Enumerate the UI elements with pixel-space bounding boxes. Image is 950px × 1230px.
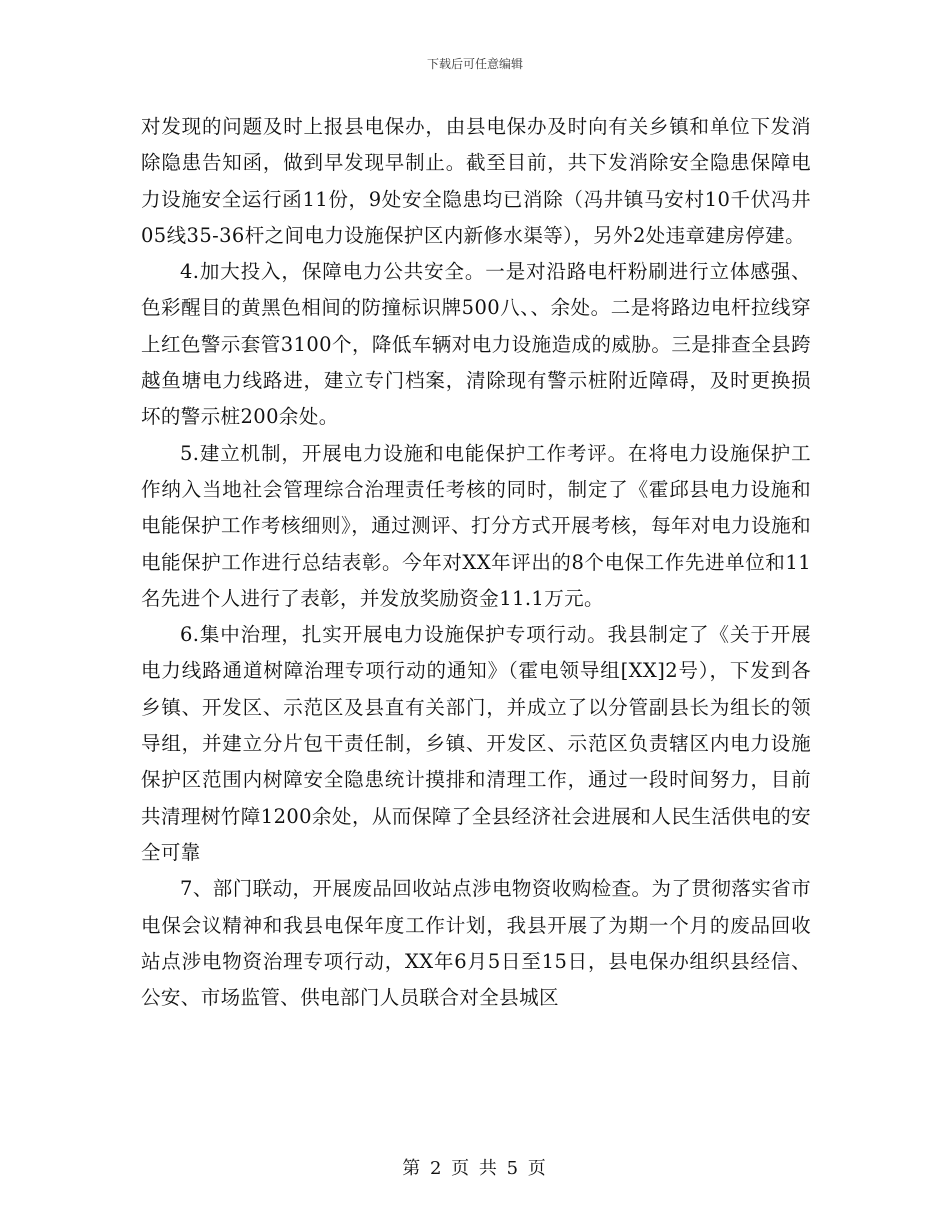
paragraph-1: 对发现的问题及时上报县电保办，由县电保办及时向有关乡镇和单位下发消除隐患告知函，做到早发现早制止。截至目前，共下发消除安全隐患保障电力设施安全运行函11份，9处安全隐患均已消除（冯井镇马安村10千伏冯井05线35-36杆之间电力设施保护区内新修水渠等），另外2处违章建房停建。 [141, 115, 811, 247]
document-body [141, 109, 811, 1016]
paragraph-4: 6.集中治理，扎实开展电力设施保护专项行动。我县制定了《关于开展电力线路通道树障治理专项行动的通知》（霍电领导组[XX]2号），下发到各乡镇、开发区、示范区及县直有关部门，并成立了以分管副县长为组长的领导组，并建立分片包干责任制，乡镇、开发区、示范区负责辖区内电力设施保护区范围内树障安全隐患统计摸排和清理工作，通过一段时间努力，目前共清理树竹障1200余处，从而保障了全县经济社会进展和人民生活供电的安全可靠 [141, 623, 811, 864]
page-number-footer: 第 2 页 共 5 页 [402, 1158, 548, 1179]
page-header: 下载后可任意编辑 [426, 57, 523, 71]
paragraph-3: 5.建立机制，开展电力设施和电能保护工作考评。在将电力设施保护工作纳入当地社会管理综合治理责任考核的同时，制定了《霍邱县电力设施和电能保护工作考核细则》，通过测评、打分方式开展考核，每年对电力设施和电能保护工作进行总结表彰。今年对XX年评出的8个电保工作先进单位和11名先进个人进行了表彰，并发放奖励资金11.1万元。 [141, 441, 811, 610]
paragraph-5: 7、部门联动，开展废品回收站点涉电物资收购检查。为了贯彻落实省市电保会议精神和我县电保年度工作计划，我县开展了为期一个月的废品回收站点涉电物资治理专项行动，XX年6月5日至15日，县电保办组织县经信、公安、市场监管、供电部门人员联合对全县城区 [141, 877, 811, 1010]
paragraph-2: 4.加大投入，保障电力公共安全。一是对沿路电杆粉刷进行立体感强、色彩醒目的黄黑色相间的防撞标识牌500八、、余处。二是将路边电杆拉线穿上红色警示套管3100个，降低车辆对电力设施造成的威胁。三是排查全县跨越鱼塘电力线路进，建立专门档案，清除现有警示桩附近障碍，及时更换损坏的警示桩200余处。 [141, 260, 811, 429]
